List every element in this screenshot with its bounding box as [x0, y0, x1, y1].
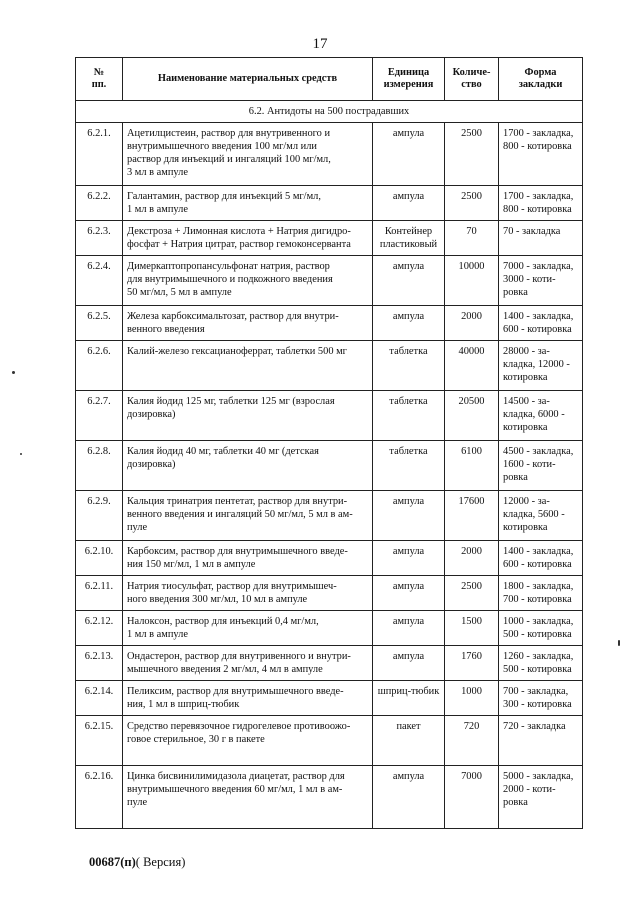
document-code: 00687(п) [89, 855, 136, 869]
row-qty: 2500 [445, 186, 499, 221]
row-name: Пеликсим, раствор для внутримышечного введе- ния, 1 мл в шприц-тюбик [123, 681, 373, 716]
materials-table [75, 57, 583, 829]
row-unit: ампула [373, 766, 445, 829]
page-number: 17 [312, 36, 328, 52]
document-version: ( Версия) [135, 855, 186, 869]
row-unit: ампула [373, 541, 445, 576]
row-qty: 1500 [445, 611, 499, 646]
header-num: № пп. [76, 58, 123, 101]
row-num: 6.2.5. [76, 306, 123, 341]
row-form: 5000 - закладка, 2000 - коти- ровка [499, 766, 583, 829]
row-unit: ампула [373, 123, 445, 186]
row-name: Цинка бисвинилимидазола диацетат, раствор для внутримышечного введения 60 мг/мл, 1 мл в ам- пуле [123, 766, 373, 829]
row-num: 6.2.15. [76, 716, 123, 766]
row-qty: 7000 [445, 766, 499, 829]
scan-mark [12, 371, 15, 374]
row-form: 1700 - закладка, 800 - котировка [499, 186, 583, 221]
row-qty: 2500 [445, 576, 499, 611]
row-form: 14500 - за- кладка, 6000 - котировка [499, 391, 583, 441]
table-row [76, 716, 583, 766]
row-form: 720 - закладка [499, 716, 583, 766]
row-qty: 20500 [445, 391, 499, 441]
row-name: Галантамин, раствор для инъекций 5 мг/мл, 1 мл в ампуле [123, 186, 373, 221]
row-name: Средство перевязочное гидрогелевое противоожо- говое стерильное, 30 г в пакете [123, 716, 373, 766]
row-unit: таблетка [373, 391, 445, 441]
row-unit: ампула [373, 256, 445, 306]
row-unit: ампула [373, 306, 445, 341]
row-qty: 40000 [445, 341, 499, 391]
table-row [76, 541, 583, 576]
row-unit: ампула [373, 611, 445, 646]
row-qty: 2000 [445, 306, 499, 341]
row-num: 6.2.10. [76, 541, 123, 576]
table-row [76, 646, 583, 681]
row-qty: 17600 [445, 491, 499, 541]
row-name: Ацетилцистеин, раствор для внутривенного и внутримышечного введения 100 мг/мл или раствор для инъекций и ингаляций 100 мг/мл, 3 мл в ампуле [123, 123, 373, 186]
row-name: Димеркаптопропансульфонат натрия, раствор для внутримышечного и подкожного введения 50 мг/мл, 5 мл в ампуле [123, 256, 373, 306]
row-form: 1400 - закладка, 600 - котировка [499, 541, 583, 576]
table-row [76, 221, 583, 256]
row-form: 700 - закладка, 300 - котировка [499, 681, 583, 716]
row-form: 1700 - закладка, 800 - котировка [499, 123, 583, 186]
row-name: Ондастерон, раствор для внутривенного и внутри- мышечного введения 2 мг/мл, 4 мл в ампуле [123, 646, 373, 681]
header-name: Наименование материальных средств [123, 58, 373, 101]
table-row [76, 186, 583, 221]
row-num: 6.2.7. [76, 391, 123, 441]
table-row [76, 341, 583, 391]
row-unit: ампула [373, 576, 445, 611]
section-row [76, 101, 583, 123]
row-num: 6.2.4. [76, 256, 123, 306]
scan-mark [20, 453, 22, 455]
table-row [76, 611, 583, 646]
row-qty: 10000 [445, 256, 499, 306]
row-unit: ампула [373, 186, 445, 221]
row-unit: таблетка [373, 441, 445, 491]
row-num: 6.2.13. [76, 646, 123, 681]
table-row [76, 256, 583, 306]
row-qty: 1760 [445, 646, 499, 681]
row-form: 28000 - за- кладка, 12000 - котировка [499, 341, 583, 391]
row-num: 6.2.8. [76, 441, 123, 491]
header-unit: Единица измерения [373, 58, 445, 101]
header-qty: Количе- ство [445, 58, 499, 101]
table-header-row [76, 58, 583, 101]
row-num: 6.2.3. [76, 221, 123, 256]
row-name: Железа карбоксимальтозат, раствор для внутри- венного введения [123, 306, 373, 341]
row-form: 1260 - закладка, 500 - котировка [499, 646, 583, 681]
table-row [76, 441, 583, 491]
row-unit: ампула [373, 646, 445, 681]
row-form: 1400 - закладка, 600 - котировка [499, 306, 583, 341]
table-row [76, 491, 583, 541]
row-qty: 2500 [445, 123, 499, 186]
row-unit: пакет [373, 716, 445, 766]
row-num: 6.2.11. [76, 576, 123, 611]
row-qty: 6100 [445, 441, 499, 491]
row-num: 6.2.2. [76, 186, 123, 221]
row-name: Калия йодид 125 мг, таблетки 125 мг (взрослая дозировка) [123, 391, 373, 441]
row-qty: 70 [445, 221, 499, 256]
table-row [76, 306, 583, 341]
row-unit: шприц-тюбик [373, 681, 445, 716]
row-num: 6.2.1. [76, 123, 123, 186]
row-num: 6.2.16. [76, 766, 123, 829]
row-num: 6.2.9. [76, 491, 123, 541]
footer [89, 855, 185, 870]
row-qty: 720 [445, 716, 499, 766]
row-name: Кальция тринатрия пентетат, раствор для внутри- венного введения и ингаляций 50 мг/мл, 5 мл в ам- пуле [123, 491, 373, 541]
row-unit: ампула [373, 491, 445, 541]
row-num: 6.2.12. [76, 611, 123, 646]
row-form: 1800 - закладка, 700 - котировка [499, 576, 583, 611]
table-row [76, 681, 583, 716]
row-num: 6.2.6. [76, 341, 123, 391]
header-form: Форма закладки [499, 58, 583, 101]
row-qty: 1000 [445, 681, 499, 716]
table-row [76, 123, 583, 186]
table-row [76, 766, 583, 829]
row-form: 7000 - закладка, 3000 - коти- ровка [499, 256, 583, 306]
row-unit: таблетка [373, 341, 445, 391]
row-form: 70 - закладка [499, 221, 583, 256]
row-name: Декстроза + Лимонная кислота + Натрия дигидро- фосфат + Натрия цитрат, раствор гемоконсерванта [123, 221, 373, 256]
row-unit: Контейнер пластиковый [373, 221, 445, 256]
table-row [76, 576, 583, 611]
row-name: Карбоксим, раствор для внутримышечного введе- ния 150 мг/мл, 1 мл в ампуле [123, 541, 373, 576]
row-name: Налоксон, раствор для инъекций 0,4 мг/мл, 1 мл в ампуле [123, 611, 373, 646]
row-num: 6.2.14. [76, 681, 123, 716]
row-form: 12000 - за- кладка, 5600 - котировка [499, 491, 583, 541]
section-title: 6.2. Антидоты на 500 пострадавших [76, 101, 583, 123]
row-name: Калия йодид 40 мг, таблетки 40 мг (детская дозировка) [123, 441, 373, 491]
row-name: Калий-железо гексацианоферрат, таблетки 500 мг [123, 341, 373, 391]
row-form: 4500 - закладка, 1600 - коти- ровка [499, 441, 583, 491]
table-row [76, 391, 583, 441]
scan-mark [618, 640, 620, 646]
row-name: Натрия тиосульфат, раствор для внутримышеч- ного введения 300 мг/мл, 10 мл в ампуле [123, 576, 373, 611]
row-form: 1000 - закладка, 500 - котировка [499, 611, 583, 646]
row-qty: 2000 [445, 541, 499, 576]
